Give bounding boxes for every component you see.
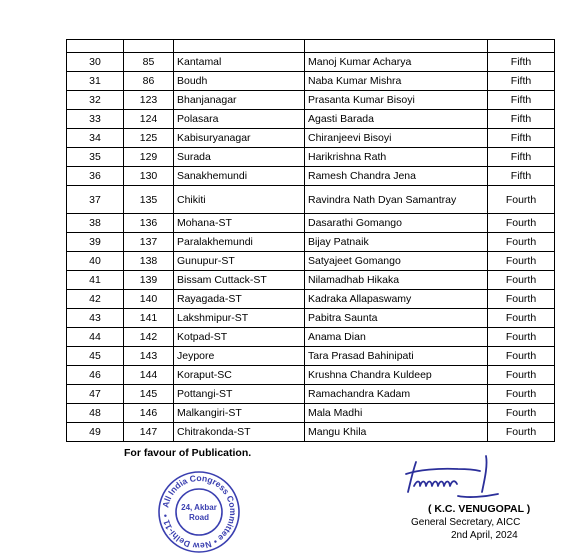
constituency: Chikiti bbox=[174, 186, 305, 214]
sl-no: 41 bbox=[67, 271, 124, 290]
seal-outer-ring bbox=[159, 472, 239, 552]
sl-no: 38 bbox=[67, 214, 124, 233]
phase: Fifth bbox=[488, 91, 555, 110]
constituency: Pottangi-ST bbox=[174, 385, 305, 404]
table-row bbox=[67, 309, 555, 328]
sl-no: 31 bbox=[67, 72, 124, 91]
table-row bbox=[67, 328, 555, 347]
ac-number: 146 bbox=[124, 404, 174, 423]
ac-number: 135 bbox=[124, 186, 174, 214]
sl-no: 40 bbox=[67, 252, 124, 271]
table-row bbox=[67, 233, 555, 252]
ac-number: 147 bbox=[124, 423, 174, 442]
candidate-name: Mangu Khila bbox=[305, 423, 488, 442]
sl-no: 33 bbox=[67, 110, 124, 129]
ac-number: 143 bbox=[124, 347, 174, 366]
sl-no: 49 bbox=[67, 423, 124, 442]
aicc-seal-stamp bbox=[152, 470, 246, 554]
phase: Fourth bbox=[488, 252, 555, 271]
ac-number: 144 bbox=[124, 366, 174, 385]
constituency: Surada bbox=[174, 148, 305, 167]
candidate-name: Prasanta Kumar Bisoyi bbox=[305, 91, 488, 110]
constituency: Lakshmipur-ST bbox=[174, 309, 305, 328]
ac-number: 140 bbox=[124, 290, 174, 309]
constituency: Polasara bbox=[174, 110, 305, 129]
phase: Fifth bbox=[488, 53, 555, 72]
ac-number: 124 bbox=[124, 110, 174, 129]
sl-no: 39 bbox=[67, 233, 124, 252]
ac-number: 142 bbox=[124, 328, 174, 347]
phase: Fourth bbox=[488, 290, 555, 309]
table-row bbox=[67, 148, 555, 167]
table-row bbox=[67, 347, 555, 366]
phase: Fourth bbox=[488, 186, 555, 214]
table-row bbox=[67, 129, 555, 148]
ac-number: 145 bbox=[124, 385, 174, 404]
table-row bbox=[67, 72, 555, 91]
candidate-name: Agasti Barada bbox=[305, 110, 488, 129]
table-row-cut bbox=[67, 40, 555, 53]
constituency: Jeypore bbox=[174, 347, 305, 366]
sl-no: 45 bbox=[67, 347, 124, 366]
sl-no: 32 bbox=[67, 91, 124, 110]
sl-no: 44 bbox=[67, 328, 124, 347]
constituency: Sanakhemundi bbox=[174, 167, 305, 186]
constituency: Kotpad-ST bbox=[174, 328, 305, 347]
candidate-name: Pabitra Saunta bbox=[305, 309, 488, 328]
sl-no: 34 bbox=[67, 129, 124, 148]
candidate-name: Nilamadhab Hikaka bbox=[305, 271, 488, 290]
ac-number: 123 bbox=[124, 91, 174, 110]
phase: Fifth bbox=[488, 148, 555, 167]
seal-ring-text: All India Congress Committee • New Delhi-11 • bbox=[160, 472, 239, 552]
sl-no: 48 bbox=[67, 404, 124, 423]
candidate-name: Dasarathi Gomango bbox=[305, 214, 488, 233]
candidate-name: Ravindra Nath Dyan Samantray bbox=[305, 186, 488, 214]
ac-number: 138 bbox=[124, 252, 174, 271]
table-row bbox=[67, 53, 555, 72]
constituency: Paralakhemundi bbox=[174, 233, 305, 252]
phase: Fifth bbox=[488, 110, 555, 129]
constituency: Kabisuryanagar bbox=[174, 129, 305, 148]
handwritten-signature bbox=[398, 452, 518, 504]
candidate-name: Bijay Patnaik bbox=[305, 233, 488, 252]
candidate-name: Naba Kumar Mishra bbox=[305, 72, 488, 91]
table-row bbox=[67, 271, 555, 290]
constituency: Malkangiri-ST bbox=[174, 404, 305, 423]
table-row bbox=[67, 167, 555, 186]
sl-no: 43 bbox=[67, 309, 124, 328]
candidate-name: Ramesh Chandra Jena bbox=[305, 167, 488, 186]
document-date: 2nd April, 2024 bbox=[451, 530, 518, 541]
ac-number: 139 bbox=[124, 271, 174, 290]
constituency: Gunupur-ST bbox=[174, 252, 305, 271]
phase: Fifth bbox=[488, 129, 555, 148]
sl-no: 46 bbox=[67, 366, 124, 385]
ac-number: 125 bbox=[124, 129, 174, 148]
phase: Fifth bbox=[488, 72, 555, 91]
phase: Fourth bbox=[488, 366, 555, 385]
ac-number: 86 bbox=[124, 72, 174, 91]
candidate-name: Mala Madhi bbox=[305, 404, 488, 423]
table-row bbox=[67, 252, 555, 271]
table-row bbox=[67, 186, 555, 214]
candidate-name: Harikrishna Rath bbox=[305, 148, 488, 167]
candidate-name: Satyajeet Gomango bbox=[305, 252, 488, 271]
phase: Fourth bbox=[488, 404, 555, 423]
candidate-name: Kadraka Allapaswamy bbox=[305, 290, 488, 309]
candidate-name: Krushna Chandra Kuldeep bbox=[305, 366, 488, 385]
sl-no: 37 bbox=[67, 186, 124, 214]
phase: Fourth bbox=[488, 347, 555, 366]
seal-address-line1: 24, Akbar bbox=[181, 503, 217, 512]
ac-number: 136 bbox=[124, 214, 174, 233]
phase: Fourth bbox=[488, 328, 555, 347]
ac-number: 130 bbox=[124, 167, 174, 186]
constituency: Boudh bbox=[174, 72, 305, 91]
candidate-name: Ramachandra Kadam bbox=[305, 385, 488, 404]
table-row bbox=[67, 423, 555, 442]
table-row bbox=[67, 366, 555, 385]
constituency: Kantamal bbox=[174, 53, 305, 72]
constituency: Bissam Cuttack-ST bbox=[174, 271, 305, 290]
phase: Fourth bbox=[488, 214, 555, 233]
sl-no: 42 bbox=[67, 290, 124, 309]
sl-no: 35 bbox=[67, 148, 124, 167]
table-row bbox=[67, 404, 555, 423]
phase: Fourth bbox=[488, 385, 555, 404]
constituency: Chitrakonda-ST bbox=[174, 423, 305, 442]
constituency: Koraput-SC bbox=[174, 366, 305, 385]
table-row bbox=[67, 91, 555, 110]
candidate-name: Chiranjeevi Bisoyi bbox=[305, 129, 488, 148]
table-row bbox=[67, 290, 555, 309]
constituency: Mohana-ST bbox=[174, 214, 305, 233]
candidate-name: Manoj Kumar Acharya bbox=[305, 53, 488, 72]
ac-number: 85 bbox=[124, 53, 174, 72]
candidate-name: Anama Dian bbox=[305, 328, 488, 347]
ac-number: 137 bbox=[124, 233, 174, 252]
phase: Fourth bbox=[488, 309, 555, 328]
table-row bbox=[67, 385, 555, 404]
sl-no: 36 bbox=[67, 167, 124, 186]
seal-inner-ring bbox=[176, 489, 222, 535]
phase: Fourth bbox=[488, 423, 555, 442]
ac-number: 129 bbox=[124, 148, 174, 167]
ac-number: 141 bbox=[124, 309, 174, 328]
publication-note: For favour of Publication. bbox=[124, 447, 252, 459]
constituency: Bhanjanagar bbox=[174, 91, 305, 110]
constituency: Rayagada-ST bbox=[174, 290, 305, 309]
sl-no: 47 bbox=[67, 385, 124, 404]
phase: Fifth bbox=[488, 167, 555, 186]
candidate-name: Tara Prasad Bahinipati bbox=[305, 347, 488, 366]
candidates-table bbox=[66, 39, 555, 442]
signatory-name: ( K.C. VENUGOPAL ) bbox=[428, 503, 531, 515]
seal-address-line2: Road bbox=[189, 513, 209, 522]
table-row bbox=[67, 214, 555, 233]
sl-no: 30 bbox=[67, 53, 124, 72]
phase: Fourth bbox=[488, 271, 555, 290]
phase: Fourth bbox=[488, 233, 555, 252]
table-row bbox=[67, 110, 555, 129]
signatory-title: General Secretary, AICC bbox=[411, 517, 521, 528]
